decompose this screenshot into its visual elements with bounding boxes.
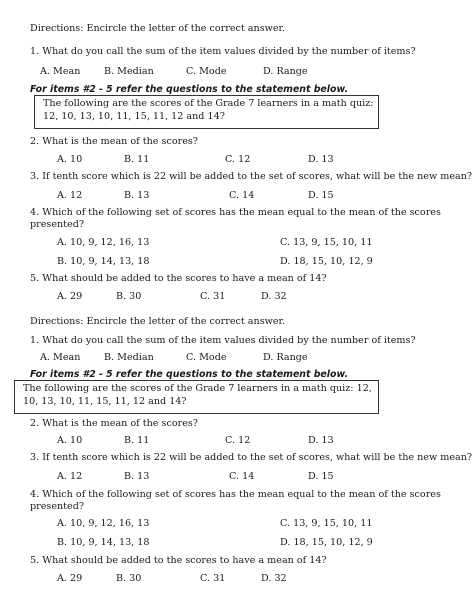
q3-option-a: A. 12 [57,471,83,482]
q1-option-b: B. Median [104,66,154,77]
q4-option-b: B. 10, 9, 14, 13, 18 [57,256,150,267]
directions-text: Directions: Encircle the letter of the correct answer. [30,23,286,34]
q2-option-a: A. 10 [57,435,83,446]
q2-option-b: B. 11 [124,154,150,165]
question-4-text: 4. Which of the following set of scores has the mean equal to the mean of the scores [30,489,441,500]
q5-option-a: A. 29 [57,573,83,584]
q2-option-d: D. 13 [308,435,334,446]
q4-option-c: C. 13, 9, 15, 10, 11 [280,518,373,529]
q3-option-a: A. 12 [57,190,83,201]
statement-box [14,380,379,414]
question-4-text-cont: presented? [30,219,85,230]
q1-option-a: A. Mean [40,352,81,363]
q5-option-a: A. 29 [57,291,83,302]
q4-option-a: A. 10, 9, 12, 16, 13 [57,518,150,529]
question-2-text: 2. What is the mean of the scores? [30,418,198,429]
instruction-note: For items #2 - 5 refer the questions to the statement below. [30,369,349,380]
q3-option-c: C. 14 [229,471,255,482]
question-1-text: 1. What do you call the sum of the item values divided by the number of items? [30,335,416,346]
q5-option-c: C. 31 [200,573,226,584]
q1-option-c: C. Mode [186,352,227,363]
q2-option-c: C. 12 [225,435,251,446]
q4-option-c: C. 13, 9, 15, 10, 11 [280,237,373,248]
q2-option-a: A. 10 [57,154,83,165]
q4-option-d: D. 18, 15, 10, 12, 9 [280,256,373,267]
q4-option-d: D. 18, 15, 10, 12, 9 [280,537,373,548]
question-3-text: 3. If tenth score which is 22 will be added to the set of scores, what will be the new mean? [30,171,473,182]
question-5-text: 5. What should be added to the scores to have a mean of 14? [30,273,327,284]
q2-option-c: C. 12 [225,154,251,165]
q5-option-d: D. 32 [261,291,287,302]
question-4-text-cont: presented? [30,501,85,512]
q1-option-d: D. Range [263,352,308,363]
q3-option-b: B. 13 [124,190,150,201]
q1-option-c: C. Mode [186,66,227,77]
q5-option-b: B. 30 [116,573,142,584]
question-3-text: 3. If tenth score which is 22 will be added to the set of scores, what will be the new mean? [30,452,473,463]
instruction-note: For items #2 - 5 refer the questions to the statement below. [30,84,349,95]
q1-option-d: D. Range [263,66,308,77]
directions-text: Directions: Encircle the letter of the correct answer. [30,316,286,327]
q5-option-b: B. 30 [116,291,142,302]
q5-option-d: D. 32 [261,573,287,584]
q1-option-a: A. Mean [40,66,81,77]
q3-option-c: C. 14 [229,190,255,201]
statement-text: The following are the scores of the Grade 7 learners in a math quiz: 12, 10, 13, 10, 11, 15, 11, 12 and 14? [23,383,372,407]
q3-option-b: B. 13 [124,471,150,482]
q3-option-d: D. 15 [308,190,334,201]
q4-option-a: A. 10, 9, 12, 16, 13 [57,237,150,248]
q4-option-b: B. 10, 9, 14, 13, 18 [57,537,150,548]
q3-option-d: D. 15 [308,471,334,482]
q2-option-b: B. 11 [124,435,150,446]
question-5-text: 5. What should be added to the scores to have a mean of 14? [30,555,327,566]
statement-box [34,95,379,129]
question-2-text: 2. What is the mean of the scores? [30,136,198,147]
q2-option-d: D. 13 [308,154,334,165]
statement-text: The following are the scores of the Grade 7 learners in a math quiz: 12, 10, 13, 10, 11, 15, 11, 12 and 14? [43,98,374,122]
q1-option-b: B. Median [104,352,154,363]
question-4-text: 4. Which of the following set of scores has the mean equal to the mean of the scores [30,207,441,218]
q5-option-c: C. 31 [200,291,226,302]
question-1-text: 1. What do you call the sum of the item values divided by the number of items? [30,46,416,57]
